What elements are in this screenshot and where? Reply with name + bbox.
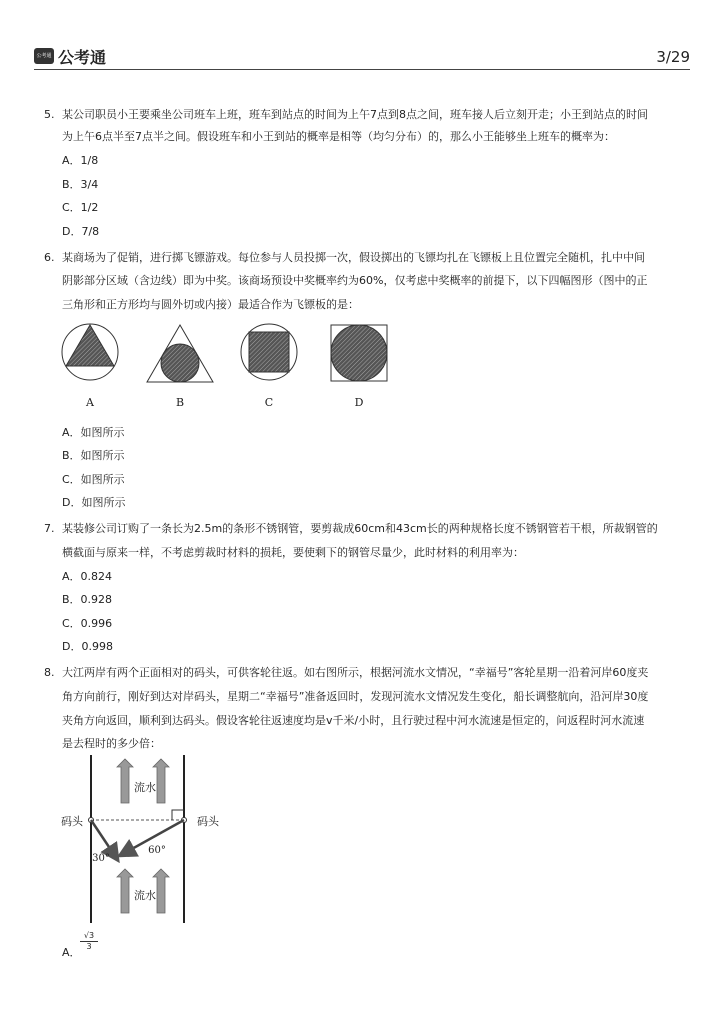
- question-text-line: 某公司职员小王要乘坐公司班车上班，班车到站点的时间为上午7点到8点之间，班车接人后立刻开走；小王到站点的时间: [62, 108, 648, 121]
- option-b: B．0.928: [62, 593, 113, 606]
- question-number: 8.: [44, 666, 55, 679]
- fraction-denominator: 3: [86, 942, 92, 951]
- dock-label-left: 码头: [61, 815, 83, 828]
- question-text-line: 夹角方向返回，顺利到达码头。假设客轮往返速度均是v千米/小时，且行驶过程中河水流速是恒定的，问返程时河水流速: [62, 714, 645, 727]
- dartboard-figures: [55, 320, 395, 415]
- option-a: A．如图所示: [62, 426, 125, 439]
- page-header: [34, 44, 690, 70]
- option-a: A．1/8: [62, 154, 99, 167]
- option-c: C．0.996: [62, 617, 113, 630]
- figure-label: A: [86, 396, 94, 409]
- option-c: C．1/2: [62, 201, 99, 214]
- option-d: D．0.998: [62, 640, 113, 653]
- figure-label: D: [354, 396, 364, 409]
- option-a: A．0.824: [62, 570, 113, 583]
- flow-label-bottom: 流水: [134, 889, 156, 902]
- option-d: D．7/8: [62, 225, 100, 238]
- figure-a: [62, 324, 118, 409]
- option-b: B．如图所示: [62, 449, 125, 462]
- dock-label-right: 码头: [197, 815, 219, 828]
- fraction-numerator: √3: [80, 931, 98, 942]
- figure-d: [331, 325, 387, 409]
- question-text-line: 为上午6点半至7点半之间。假设班车和小王到站的概率是相等（均匀分布）的，那么小王能够坐上班车的概率为：: [62, 130, 615, 143]
- fraction: [80, 931, 98, 952]
- figure-label: C: [264, 396, 274, 409]
- page-number: 3/29: [656, 48, 690, 66]
- question-text-line: 某商场为了促销，进行掷飞镖游戏。每位参与人员投掷一次，假设掷出的飞镖均扎在飞镖板上且位置完全随机，扎中中间: [62, 251, 645, 264]
- option-b: B．3/4: [62, 178, 99, 191]
- flow-label-top: 流水: [134, 781, 156, 794]
- question-text-line: 横截面与原来一样，不考虑剪裁时材料的损耗，要使剩下的钢管尽量少，此时材料的利用率为：: [62, 546, 524, 559]
- river-diagram: [55, 755, 230, 927]
- angle-label-right: 60°: [148, 845, 166, 856]
- brand-name: 公考通: [58, 48, 107, 67]
- option-d: D．如图所示: [62, 496, 126, 509]
- question-text-line: 大江两岸有两个正面相对的码头，可供客轮往返。如右图所示，根据河流水文情况，“幸福号”客轮星期一沿着河岸60度夹: [62, 666, 649, 679]
- figure-c: [241, 324, 297, 409]
- brand-logo-icon: 公考通: [34, 48, 54, 64]
- question-text-line: 某装修公司订购了一条长为2.5m的条形不锈钢管，要剪裁成60cm和43cm长的两种规格长度不锈钢管若干根，所裁钢管的: [62, 522, 658, 535]
- option-c: C．如图所示: [62, 473, 125, 486]
- figure-b: [147, 325, 213, 409]
- question-text-line: 是去程时的多少倍：: [62, 737, 161, 750]
- question-number: 5.: [44, 108, 55, 121]
- question-number: 6.: [44, 251, 55, 264]
- figure-label: B: [175, 396, 185, 409]
- question-text-line: 三角形和正方形均与圆外切或内接）最适合作为飞镖板的是：: [62, 298, 359, 311]
- question-number: 7.: [44, 522, 55, 535]
- question-text-line: 角方向前行，刚好到达对岸码头，星期二“幸福号”准备返回时，发现河流水文情况发生变化，船长调整航向，沿河岸30度: [62, 690, 649, 703]
- angle-label-left: 30°: [92, 853, 110, 864]
- question-text-line: 阴影部分区域（含边线）即为中奖。该商场预设中奖概率约为60%，仅考虑中奖概率的前提下，以下四幅图形（图中的正: [62, 274, 648, 287]
- header-divider: [34, 69, 690, 70]
- option-a-prefix: A．: [62, 946, 81, 959]
